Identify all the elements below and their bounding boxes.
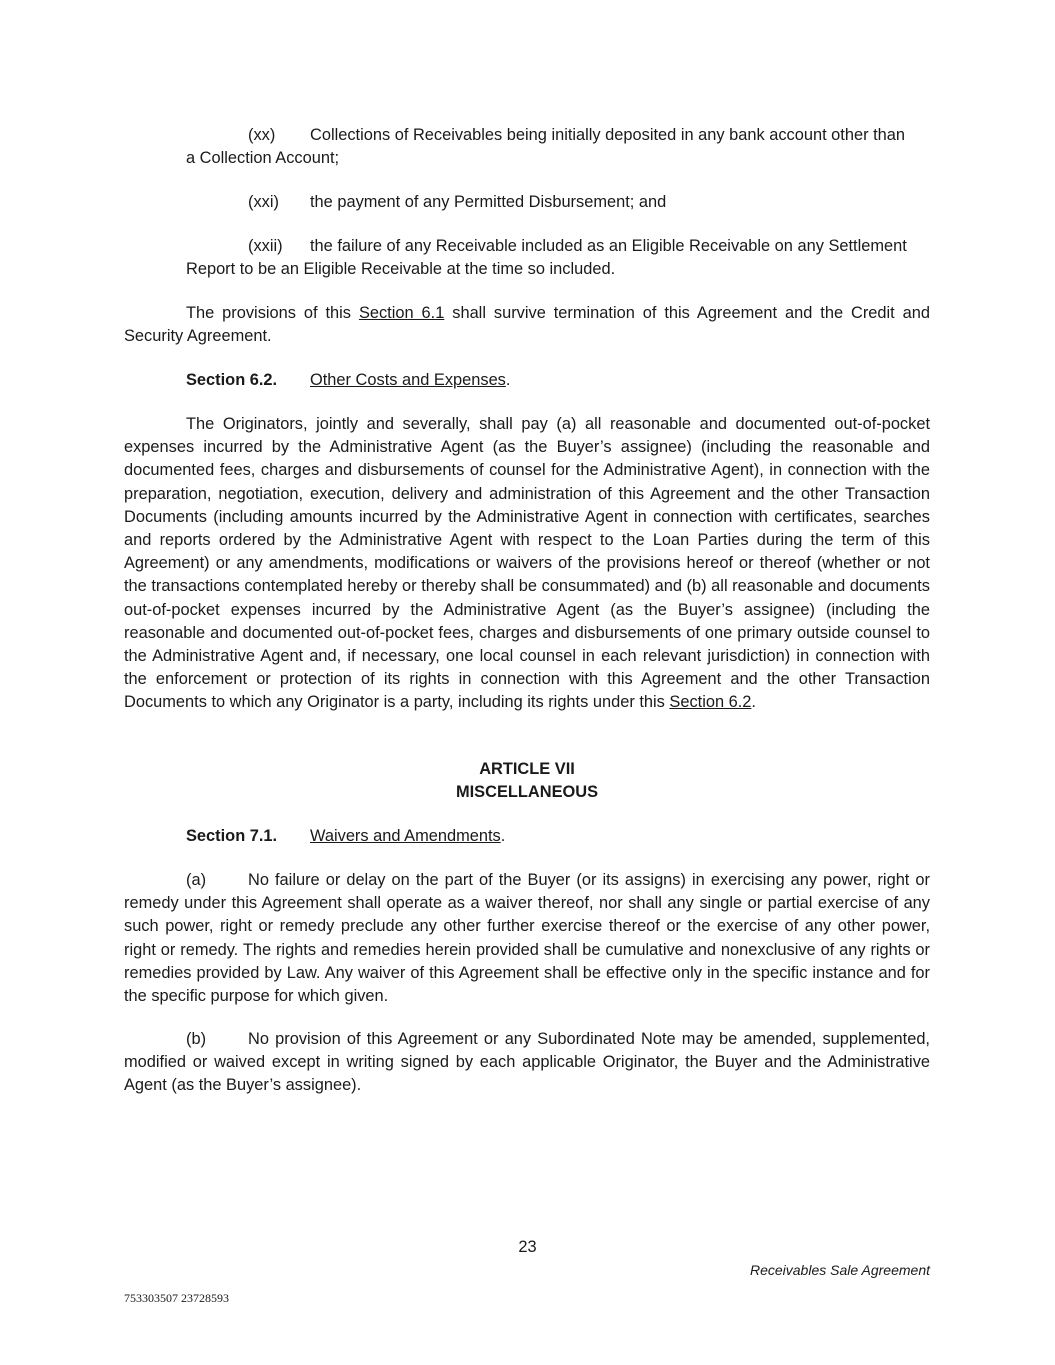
section-reference-link[interactable]: Section 6.1	[358, 304, 445, 322]
subsection-text: No provision of this Agreement or any Subordinated Note may be amended, supplemented, modified or waived except in writing signed by each applicable Originator, the Buyer and the Administrative Agent (as the Buyer’s assignee).	[124, 1030, 930, 1095]
clause-text-continued: a Collection Account;	[186, 149, 340, 168]
clause-number: (xxi)	[248, 193, 279, 211]
section-6-2-body: The Originators, jointly and severally, shall pay (a) all reasonable and documented out-of-pocket expenses incurred by the Administrative Agent (as the Buyer’s assignee) (including the reasonable and documented fees, charges and disbursements of counsel for the Administrative Agent), in connection with the preparation, negotiation, execution, delivery and administration of this Agreement and the other Transaction Documents (including amounts incurred by the Administrative Agent in connection with certificates, searches and reports ordered by the Administrative Agent with respect to the Loan Parties during the term of this Agreement) or any amendments, modifications or waivers of the provisions hereof or thereof (whether or not the transactions contemplated hereby or thereby shall be consummated) and (b) all reasonable and documents out-of-pocket expenses incurred by the Administrative Agent (as the Buyer’s assignee) (including the reasonable and documented out-of-pocket fees, charges and disbursements of one primary outside counsel to the Administrative Agent and, if necessary, one local counsel in each relevant jurisdiction) in connection with the enforcement or protection of its rights in connection with this Agreement and the other Transaction Documents to which any Originator is a party, including its rights under this Section 6.2.	[124, 415, 930, 712]
clause-text: the payment of any Permitted Disbursement; and	[310, 193, 667, 211]
clause-xxii	[124, 235, 930, 281]
section-reference-link[interactable]: Section 6.2	[669, 693, 752, 712]
survival-paragraph: The provisions of this Section 6.1 shall survive termination of this Agreement and the Credit and Security Agreement.	[124, 304, 930, 346]
page-number: 23	[518, 1238, 537, 1256]
clause-xxi	[124, 191, 930, 214]
subsection-number: (a)	[186, 871, 207, 889]
section-title: Waivers and Amendments	[310, 827, 501, 845]
clause-xx	[124, 124, 930, 170]
document-id: 753303507 23728593	[124, 1291, 229, 1305]
document-title-footer: Receivables Sale Agreement	[749, 1262, 930, 1278]
clause-number: (xx)	[248, 126, 276, 144]
clause-text-continued: Report to be an Eligible Receivable at the time so included.	[186, 260, 616, 279]
article-heading	[124, 758, 930, 804]
clause-text: Collections of Receivables being initially deposited in any bank account other than	[310, 126, 905, 144]
section-7-1-heading: Section 7.1. Waivers and Amendments.	[186, 825, 505, 848]
subsection-a	[124, 869, 930, 1008]
section-label: Section 6.2.	[186, 371, 278, 389]
subsection-text: No failure or delay on the part of the Buyer (or its assigns) in exercising any power, right or remedy under this Agreement shall operate as a waiver thereof, nor shall any single or partial exercise of any such power, right or remedy preclude any other further exercise thereof or the exercise of any other power, right or remedy. The rights and remedies herein provided shall be cumulative and nonexclusive of any rights or remedies provided by Law. Any waiver of this Agreement shall be effective only in the specific instance and for the specific purpose for which given.	[124, 871, 930, 1006]
section-6-2-heading: Section 6.2. Other Costs and Expenses.	[186, 369, 510, 392]
section-title: Other Costs and Expenses	[310, 371, 506, 389]
article-title: MISCELLANEOUS	[455, 783, 599, 802]
article-number: ARTICLE VII	[479, 760, 575, 778]
subsection-b	[124, 1028, 930, 1098]
clause-text: the failure of any Receivable included as an Eligible Receivable on any Settlement	[310, 237, 907, 255]
section-label: Section 7.1.	[186, 827, 278, 845]
subsection-number: (b)	[186, 1030, 207, 1048]
clause-number: (xxii)	[248, 237, 283, 255]
